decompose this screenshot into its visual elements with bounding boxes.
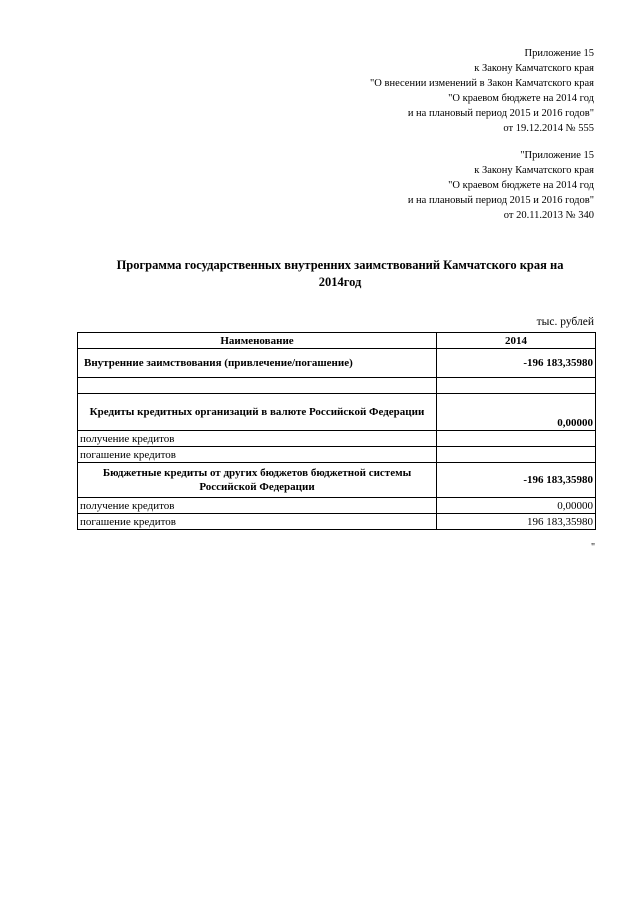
table-row-internal-borrowings — [78, 349, 596, 378]
row-value: -196 183,35980 — [437, 463, 596, 498]
row-value — [437, 431, 596, 447]
row-name: Кредиты кредитных организаций в валюте Российской Федерации — [78, 394, 437, 431]
row-name: получение кредитов — [78, 431, 437, 447]
table-row — [78, 514, 596, 530]
table-row — [78, 498, 596, 514]
closing-quote-mark: " — [591, 542, 596, 553]
appendix-line: "О краевом бюджете на 2014 год — [448, 93, 594, 104]
appendix-line: к Закону Камчатского края — [474, 165, 594, 176]
table-row — [78, 431, 596, 447]
row-name: Внутренние заимствования (привлечение/погашение) — [78, 349, 437, 378]
appendix-line: "О краевом бюджете на 2014 год — [448, 180, 594, 191]
row-value — [437, 378, 596, 394]
borrowing-program-table — [77, 332, 596, 530]
header-name: Наименование — [78, 333, 437, 349]
row-name: погашение кредитов — [78, 447, 437, 463]
appendix-line: от 19.12.2014 № 555 — [503, 123, 594, 134]
title-line-2: 2014год — [318, 275, 362, 289]
units-label: тыс. рублей — [536, 316, 594, 328]
table-row — [78, 447, 596, 463]
row-value: 0,00000 — [437, 394, 596, 431]
row-name — [78, 378, 437, 394]
appendix-line: к Закону Камчатского края — [474, 63, 594, 74]
document-title — [80, 257, 600, 291]
appendix-line: и на плановый период 2015 и 2016 годов" — [407, 195, 594, 206]
row-value: -196 183,35980 — [437, 349, 596, 378]
appendix-line: и на плановый период 2015 и 2016 годов" — [407, 108, 594, 119]
row-value — [437, 447, 596, 463]
appendix-header-current — [370, 46, 594, 136]
appendix-header-original — [408, 148, 594, 223]
appendix-line: от 20.11.2013 № 340 — [503, 210, 594, 221]
appendix-line: "О внесении изменений в Закон Камчатского края — [370, 78, 594, 89]
table-header-row — [78, 333, 596, 349]
header-year: 2014 — [437, 333, 596, 349]
table-row-empty — [78, 378, 596, 394]
row-value: 196 183,35980 — [437, 514, 596, 530]
table-row-bank-credits — [78, 394, 596, 431]
row-name: погашение кредитов — [78, 514, 437, 530]
appendix-line: Приложение 15 — [524, 48, 594, 59]
table-row-budget-credits — [78, 463, 596, 498]
appendix-line: "Приложение 15 — [520, 150, 594, 161]
row-name: получение кредитов — [78, 498, 437, 514]
title-line-1: Программа государственных внутренних заимствований Камчатского края на — [116, 258, 564, 272]
row-value: 0,00000 — [437, 498, 596, 514]
row-name: Бюджетные кредиты от других бюджетов бюджетной системы Российской Федерации — [78, 463, 437, 498]
